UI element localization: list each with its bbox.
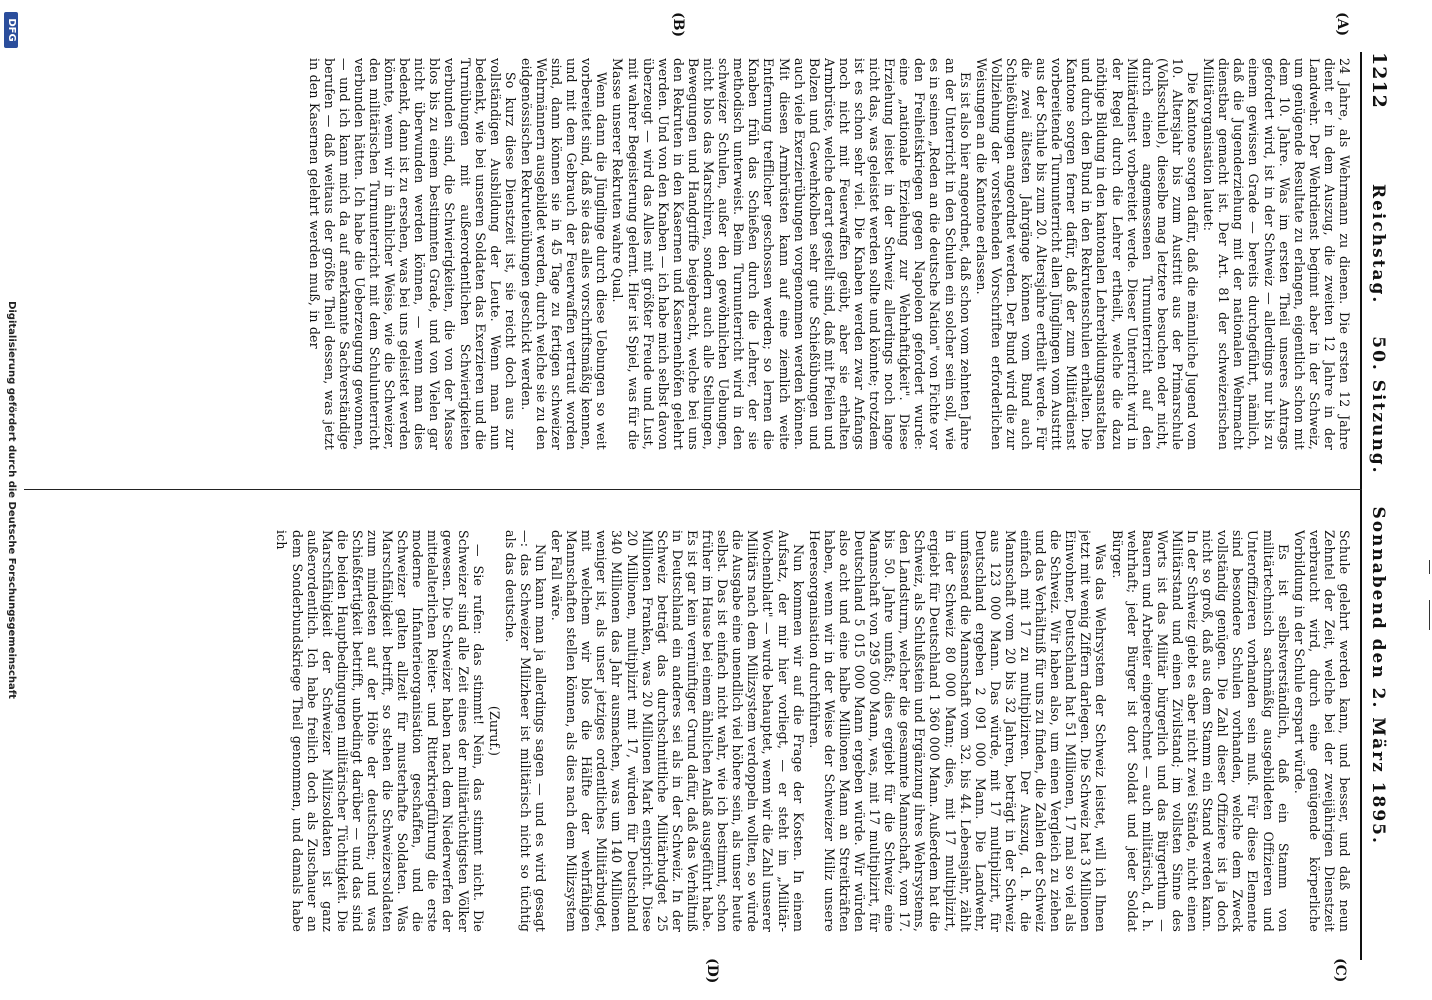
paragraph: Es ist selbstverständlich, daß ein Stamm von militärtechnisch sachmäßig ausgebildeten Offizieren und Unteroffizieren vorhanden sein muß. Für diese Elemente sind besondere Schulen vorhanden, welche dem Zweck vollständig genügen. Die Zahl dieser Offiziere ist ja doch nicht so groß, daß aus dem Stamm ein Stand werden kann. In der Schweiz giebt es aber nicht zwei Stände, nicht einen Militärstand und einen Zivilstand; im vollsten Sinne des Worts ist das Militär bürgerlich und das Bürgerthum — Bauern und Arbeiter eingerechnet — auch militärisch, d. h. wehrhaft; jeder Bürger ist dort Soldat und jeder Soldat Bürger.: [1109, 530, 1291, 932]
header-title-group: [1368, 109, 1388, 920]
paragraph: So kurz diese Dienstzeit ist, sie reicht doch aus zur vollständigen Ausbildung der Leute. Wenn man nun bedenkt, wie bei unseren Soldaten das Exerzieren und die Turnübungen mit außerordentlichen Schwierigkeiten verbunden sind, die Schwierigkeiten, die von der Masse blos bis zu einem bestimmten Grade, und von Vielen gar nicht überwunden werden können, — wenn man dies bedenkt, dann ist zu ersehen, was bei uns geleistet werden könnte, wenn wir in ähnlicher Weise, wie die Schweizer, den militärischen Turnunterricht mit dem Schulunterricht verbunden hätten. Ich habe die Ueberzeugung gewonnen, — und ich kann mich da auf anerkannte Sachverständige berufen — daß weitaus der größte Theil dessen, was jetzt in den Kasernen gelehrt werden muß, in der: [306, 58, 518, 450]
header-rule: [1360, 52, 1362, 960]
page-number: 1212: [1368, 52, 1390, 109]
paragraph: Nun kommen wir auf die Frage der Kosten. In einem Aufsatz, der mir hier vorliegt, — er steht im „Militär-Wochenblatt" — wurde behauptet, wenn wir die Zahl unserer Militärs nach dem Milizsystem verdoppeln wollten, so würde die Ausgabe eine unendlich viel höhere sein, als unser heute selbst. Das ist einfach nicht wahr, wie ich bestimmt, schon früher im Hause bei einem ähnlichen Anlaß ausgeführt habe. Es ist gar kein vernünftiger Grund dafür, daß das Verhältniß in Deutschland ein anderes sei als in der Schweiz. In der Schweiz beträgt das durchschnittliche Militärbudget 25 Millionen Franken, was 20 Millionen Mark entspricht. Diese 20 Millionen, multiplizirt mit 17, würden für Deutschland 340 Millionen das Jahr ausmachen, was um 140 Millionen weniger ist, als unser jetziges ordentliches Militärbudget, mit welchem wir blos die Hälfte der wehrfähigen Mannschaften stellen können, als dies nach dem Milizsystem der Fall wäre.: [549, 530, 806, 932]
margin-marker-d: (D): [704, 958, 720, 984]
paragraph: Nun kann man ja allerdings sagen — und es wird gesagt —: das Schweizer Milizheer ist militärisch nicht so tüchtig als das deutsche.: [502, 530, 549, 932]
scan-tick-mark: [1429, 560, 1430, 574]
header-date: Sonnabend den 2. März 1895.: [1368, 506, 1388, 845]
margin-marker-a: (A): [1334, 12, 1350, 37]
dfg-logo: DFG: [4, 12, 18, 48]
page-header: [1368, 52, 1422, 960]
text-column-left: [20, 58, 1352, 450]
scan-tick-mark: [1429, 600, 1430, 630]
column-divider: [24, 489, 1362, 490]
text-column-right: [20, 530, 1352, 932]
header-session: 50. Sitzung.: [1368, 336, 1388, 475]
digitization-credit: Digitalisierung gefördert durch die Deutsche Forschungsgemeinschaft: [6, 301, 17, 699]
header-left-title: Reichstag.: [1368, 183, 1388, 305]
paragraph: Es ist also hier angeordnet, daß schon vom zehnten Jahre an der Unterricht in den Schulen ein solcher sein soll, wie es in seinen „Reden an die deutsche Nation" von Fichte vor den Freiheitskriegen gegen Napoleon gefordert wurde: eine „nationale Erziehung zur Wehrhaftigkeit". Diese Erziehung leistet in der Schweiz allerdings noch lange nicht das, was geleistet werden sollte und könnte; trotzdem ist es schon sehr viel. Die Knaben werden zwar Anfangs noch nicht mit Feuerwaffen geübt, aber sie erhalten Armbrüste, welche derart gestellt sind, daß mit Pfeilen und Bolzen und Gewehrkolben sehr gute Schießübungen und auch viele Exerzierübungen vorgenommen werden können. Mit diesen Armbrüsten kann auf eine ziemlich weite Entfernung trefflicher geschossen werden; so lernen die Knaben früh das Schießen durch die Lehrer, der sie methodisch unterweist. Beim Turnunterricht wird in den schweizer Schulen, außer den gewöhnlichen Uebungen, nicht blos das Marschiren, sondern auch alle Stellungen, Bewegungen und Handgriffe beigebracht, welche bei uns den Rekruten in den Kasernen und Kasernenhöfen gelehrt werden. Und von den Knaben — ich habe mich selbst davon überzeugt — wird das Alles mit größter Freude und Lust, mit wahrer Begeisterung gelernt. Hier ist Spiel, was für die Masse unserer Rekruten wahre Qual.: [610, 58, 973, 450]
paragraph: — Sie rufen: das stimmt! Nein, das stimmt nicht. Die Schweizer sind alle Zeit eines der militärtüchtigsten Völker gewesen. Die Schweizer haben nach dem Niederwerfen der mittelalterlichen Reiter- und Ritterkriegführung die erste moderne Infanterieorganisation geschaffen, und die Schweizer galten allzeit für musterhafte Soldaten. Was Marschfähigkeit betrifft, so stehen die Schweizersoldaten zum mindesten auf der Höhe der deutschen; und was Schießfertigkeit betrifft, unbedingt darüber — und das sind die beiden Hauptbedingungen militärischer Tüchtigkeit. Die Marschfähigkeit der Schweizer Milizsoldaten ist ganz außerordentlich. Ich habe freilich doch als Zuschauer an dem Sonderbundskriege Theil genommen, und damals habe ich: [274, 530, 486, 932]
paragraph: Schule gelehrt werden kann, und besser, und daß neun Zehntel der Zeit, welche bei der zweijährigen Dienstzeit verbraucht wird, durch eine genügende körperliche Vorbildung in der Schule erspart würde.: [1291, 530, 1352, 932]
paragraph: Die Kantone sorgen dafür, daß die männliche Jugend vom 10. Altersjahr bis zum Austritt aus der Primarschule (Volksschule), dieselbe mag letztere besuchen oder nicht, durch einen angemessenen Turnunterricht auf den Militärdienst vorbereitet werde. Dieser Unterricht wird in der Regel durch die Lehrer ertheilt, welche die dazu nöthige Bildung in den kantonalen Lehrerbildungsanstalten und durch den Bund in den Rekrutenschulen erhalten. Die Kantone sorgen ferner dafür, daß der zum Militärdienst vorbereitende Turnunterricht allen Jünglingen vom Austritt aus der Schule bis zum 20. Altersjahre ertheilt werde. Für die zwei ältesten Jahrgänge können vom Bund auch Schießübungen angeordnet werden. Der Bund wird die zur Vollziehung der vorstehenden Vorschriften erforderlichen Weisungen an die Kantone erlassen.: [973, 58, 1201, 450]
paragraph-interjection: (Zuruf.): [486, 705, 502, 757]
paragraph: Wenn dann die Jünglinge durch diese Uebungen so weit vorbereitet sind, daß sie das alles vorschriftsmäßig kennen, und mit dem Gebrauch der Feuerwaffen vertraut worden sind, dann können sie in 45 Tage zu fertigen schweizer Wehrmännern ausgebildet werden, durch welche sie zu den eidgenössischen Rekrutenübungen geschickt werden.: [518, 58, 610, 450]
margin-marker-b: (B): [670, 12, 686, 38]
paragraph: 24 Jahre, als Wehrmann zu dienen. Die ersten 12 Jahre dient er in dem Auszug, die zweiten 12 Jahre in der Landwehr. Der Wehrdienst beginnt aber in der Schweiz, um genügende Resultate zu erlangen, eigentlich schon mit dem 10. Jahre. Was im ersten Theil unseres Antrags gefordert wird, ist in der Schweiz — allerdings nur bis zu einem gewissen Grade — bereits durchgeführt, nämlich, daß die Jugenderziehung mit der nationalen Wehrmacht dienstbar gemacht ist. Der Art. 81 der schweizerischen Militärorganisation lautet:: [1201, 58, 1352, 450]
paragraph: Was das Wehrsystem der Schweiz leistet, will ich Ihnen jetzt mit wenig Ziffern darlegen. Die Schweiz hat 3 Millionen Einwohner, Deutschland hat 51 Millionen, 17 mal so viel als die Schweiz. Wir haben also, um einen Vergleich zu ziehen und das Verhältniß für uns zu finden, die Zahlen der Schweiz einfach mit 17 zu multipliziren. Der Auszug, d. h. die Mannschaft vom 20 bis 32 Jahren, beträgt in der Schweiz aus 123 000 Mann. Das würde, mit 17 multiplizirt, für Deutschland ergeben 2 091 000 Mann. Die Landwehr, umfassend die Mannschaft vom 32. bis 44. Lebensjahr, zählt in der Schweiz 80 000 Mann; dies, mit 17 multiplizirt, ergiebt für Deutschland 1 360 000 Mann. Außerdem hat die Schweiz, als Schlußstein und Ergänzung ihres Wehrsystems, den Landsturm, welcher die gesammte Mannschaft, vom 17. bis 50. Jahre umfaßt; dies ergiebt für die Schweiz eine Mannschaft von 295 000 Mann, was, mit 17 multiplizirt, für Deutschland 5 015 000 Mann ergeben würde. Wir würden also acht und eine halbe Millionen Mann an Streitkräften haben, wenn wir in der Weise der Schweizer Miliz unsere Heeresorganisation durchführen.: [806, 530, 1109, 932]
margin-marker-c: (C): [1332, 958, 1348, 983]
